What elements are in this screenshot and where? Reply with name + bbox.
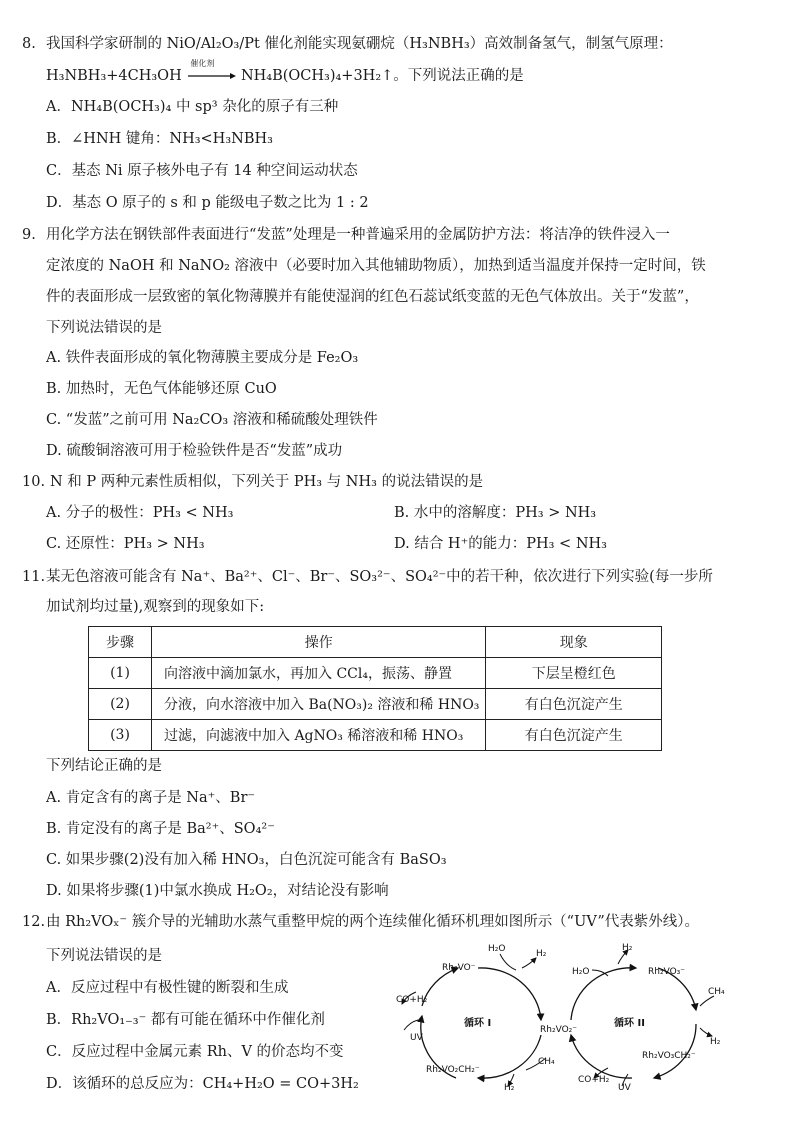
q10-option-a: A. 分子的极性：PH₃ < NH₃ (46, 505, 234, 521)
label-h2-right: H₂ (710, 1037, 721, 1047)
label-rh2vo3: Rh₂VO₃⁻ (648, 967, 686, 977)
table-row (89, 720, 662, 751)
q9-stem-line-1: 用化学方法在钢铁部件表面进行“发蓝”处理是一种普遍采用的金属防护方法：将洁净的铁件浸入一 (46, 227, 670, 243)
label-h2o-mid: H₂O (572, 967, 590, 977)
table-cell-operation: 过滤，向滤液中加入 AgNO₃ 稀溶液和稀 HNO₃ (152, 720, 486, 751)
q12-option-c: C．反应过程中金属元素 Rh、V 的价态均不变 (46, 1044, 344, 1060)
q11-stem-line-1: 某无色溶液可能含有 Na⁺、Ba²⁺、Cl⁻、Br⁻、SO₃²⁻、SO₄²⁻中的若干种，依次进行下列实验(每一步所 (46, 569, 713, 585)
label-h2-bottom-1: H₂ (504, 1083, 515, 1090)
label-co-h2-bottom: CO+H₂ (578, 1075, 610, 1085)
q8-equation (46, 59, 524, 86)
table-header-step: 步骤 (89, 627, 152, 658)
h2o-in-arrow-1 (500, 954, 516, 970)
q11-stem-line-2: 加试剂均过量),观察到的现象如下: (46, 599, 265, 615)
q8-option-b: B．∠HNH 键角：NH₃<H₃NBH₃ (46, 131, 273, 147)
h2-out-arrow-4 (700, 1028, 712, 1036)
table-cell-step: (3) (89, 720, 152, 751)
q12-option-b: B．Rh₂VO₁₋₃⁻ 都有可能在循环中作催化剂 (46, 1012, 325, 1028)
label-cycle-1: 循环 I (464, 1018, 492, 1029)
label-h2-top-1: H₂ (536, 949, 547, 959)
table-cell-step: (1) (89, 658, 152, 689)
uv-in-arrow-1 (404, 1020, 418, 1030)
q8-eq-left: H₃NBH₃+4CH₃OH (46, 68, 182, 84)
q9-option-b: B. 加热时，无色气体能够还原 CuO (46, 381, 277, 397)
label-co-h2-left: CO+H₂ (396, 995, 428, 1005)
table-cell-operation: 向溶液中滴加氯水，再加入 CCl₄，振荡、静置 (152, 658, 486, 689)
table-cell-operation: 分液，向水溶液中加入 Ba(NO₃)₂ 溶液和稀 HNO₃ (152, 689, 486, 720)
q12-option-a: A．反应过程中有极性键的断裂和生成 (46, 980, 289, 996)
q11-option-a: A. 肯定含有的离子是 Na⁺、Br⁻ (46, 790, 256, 806)
q9-stem-line-3: 件的表面形成一层致密的氧化物薄膜并有能使湿润的红色石蕊试纸变蓝的无色气体放出。关于“发蓝”， (46, 289, 699, 305)
table-row (89, 689, 662, 720)
q11-number: 11. (22, 569, 46, 585)
q11-after-table: 下列结论正确的是 (46, 758, 162, 774)
q8-option-c: C．基态 Ni 原子核外电子有 14 种空间运动状态 (46, 163, 358, 179)
label-uv-left: UV (410, 1033, 423, 1043)
experiment-table (88, 626, 662, 751)
q8-stem: 我国科学家研制的 NiO/Al₂O₃/Pt 催化剂能实现氨硼烷（H₃NBH₃）高效制备氢气，制氢气原理： (46, 36, 673, 52)
label-uv-bottom: UV (618, 1083, 631, 1090)
q12-option-d: D．该循环的总反应为：CH₄+H₂O = CO+3H₂ (46, 1076, 359, 1092)
label-h2o-top: H₂O (488, 944, 506, 954)
q10-option-d: D. 结合 H⁺的能力：PH₃ < NH₃ (394, 536, 607, 552)
q8-option-d: D．基态 O 原子的 s 和 p 能级电子数之比为 1 : 2 (46, 195, 369, 211)
table-header-row (89, 627, 662, 658)
q10-option-b: B. 水中的溶解度：PH₃ > NH₃ (394, 505, 597, 521)
q9-stem-line-2: 定浓度的 NaOH 和 NaNO₂ 溶液中（必要时加入其他辅助物质），加热到适当温度并保持一定时间，铁 (46, 258, 706, 274)
table-row (89, 658, 662, 689)
q10-stem: N 和 P 两种元素性质相似，下列关于 PH₃ 与 NH₃ 的说法错误的是 (50, 474, 484, 490)
table-cell-phenomenon: 有白色沉淀产生 (486, 720, 662, 751)
label-ch4-bottom-1: CH₄ (538, 1057, 555, 1067)
label-cycle-2: 循环 II (614, 1018, 645, 1029)
table-cell-phenomenon: 下层呈橙红色 (486, 658, 662, 689)
q9-number: 9. (22, 227, 36, 243)
q8-eq-arrow (186, 59, 236, 86)
table-header-operation: 操作 (152, 627, 486, 658)
q8-eq-catalyst: 催化剂 (190, 59, 215, 68)
q8-number: 8. (22, 36, 36, 52)
q8-option-a: A．NH₄B(OCH₃)₄ 中 sp³ 杂化的原子有三种 (46, 99, 339, 115)
q9-option-d: D. 硫酸铜溶液可用于检验铁件是否“发蓝”成功 (46, 443, 343, 459)
table-cell-phenomenon: 有白色沉淀产生 (486, 689, 662, 720)
ch4-in-arrow-2 (700, 996, 714, 1006)
q10-number: 10. (22, 474, 46, 490)
q12-stem: 由 Rh₂VOₓ⁻ 簇介导的光辅助水蒸气重整甲烷的两个连续催化循环机理如图所示（“UV”代表紫外线）。 (46, 914, 699, 930)
q11-option-d: D. 如果将步骤(1)中氯水换成 H₂O₂，对结论没有影响 (46, 883, 389, 899)
q11-option-b: B. 肯定没有的离子是 Ba²⁺、SO₄²⁻ (46, 821, 275, 837)
label-rh2vo3ch2: Rh₂VO₃CH₂⁻ (642, 1051, 696, 1061)
q9-option-a: A. 铁件表面形成的氧化物薄膜主要成分是 Fe₂O₃ (46, 350, 359, 366)
q9-stem-line-4: 下列说法错误的是 (46, 320, 162, 336)
q11-option-c: C. 如果步骤(2)没有加入稀 HNO₃，白色沉淀可能含有 BaSO₃ (46, 852, 447, 868)
q12-number: 12. (22, 914, 46, 930)
q12-sub: 下列说法错误的是 (46, 948, 162, 964)
q8-eq-right: NH₄B(OCH₃)₄+3H₂↑。下列说法正确的是 (240, 68, 524, 84)
label-rh2vo: Rh₂VO⁻ (442, 963, 476, 973)
label-rh2vo2-center: Rh₂VO₂⁻ (540, 1025, 578, 1035)
table-header-phenomenon: 现象 (486, 627, 662, 658)
table-cell-step: (2) (89, 689, 152, 720)
label-ch4-right: CH₄ (708, 987, 725, 997)
q9-option-c: C. “发蓝”之前可用 Na₂CO₃ 溶液和稀硫酸处理铁件 (46, 412, 378, 428)
label-h2-top-2: H₂ (622, 943, 633, 953)
catalytic-cycles-diagram (396, 940, 726, 1090)
q10-option-c: C. 还原性：PH₃ > NH₃ (46, 536, 205, 552)
label-rh2vo2ch2: Rh₂VO₂CH₂⁻ (426, 1065, 480, 1075)
h2-out-arrow-1 (522, 958, 536, 968)
